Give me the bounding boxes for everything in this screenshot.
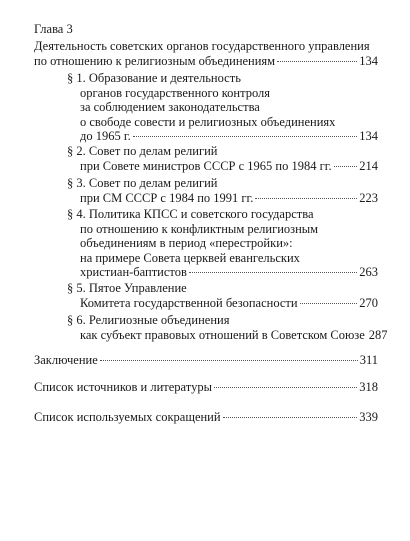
abbreviations-entry [34, 410, 378, 425]
section-title-line: за соблюдением законодательства [80, 100, 260, 115]
page-number: 318 [359, 380, 378, 394]
page-number: 214 [359, 158, 378, 173]
section-title-line: при Совете министров СССР с 1965 по 1984 гг. [80, 158, 332, 173]
section-title-line: § 5. Пятое Управление [67, 281, 187, 295]
section-title-line: при СМ СССР с 1984 по 1991 гг. [80, 190, 254, 205]
entry-title: Список используемых сокращений [34, 410, 221, 424]
dot-leader [214, 386, 357, 388]
section-entry-6 [67, 313, 388, 342]
conclusion-entry [34, 353, 378, 368]
page-number: 339 [359, 410, 378, 424]
dot-leader [255, 197, 357, 199]
page-number: 270 [359, 295, 378, 310]
section-title-line: христиан-баптистов [80, 265, 187, 280]
chapter-title-entry [34, 39, 378, 68]
section-entry-3 [67, 176, 378, 205]
section-title-line: § 4. Политика КПСС и советского государства [67, 207, 314, 221]
section-title-line: § 1. Образование и деятельность [67, 71, 241, 85]
page-number: 223 [359, 190, 378, 205]
section-entry-1 [67, 71, 378, 144]
page-number: 311 [359, 353, 378, 367]
section-title-line: Комитета государственной безопасности [80, 295, 298, 310]
page-number: 134 [359, 53, 378, 68]
chapter-title-line: по отношению к религиозным объединениям [34, 53, 276, 68]
section-entry-2 [67, 144, 378, 173]
page-number: 263 [359, 265, 378, 280]
section-entry-4 [67, 207, 378, 280]
section-title-line: § 6. Религиозные объединения [67, 313, 230, 327]
dot-leader [277, 60, 357, 62]
page-number: 134 [359, 129, 378, 144]
sources-entry [34, 380, 378, 395]
dot-leader [100, 359, 358, 361]
section-title-line: на примере Совета церквей евангельских [80, 250, 300, 265]
dot-leader [133, 135, 358, 137]
entry-title: Список источников и литературы [34, 380, 212, 394]
section-title-line: § 3. Совет по делам религий [67, 176, 218, 190]
section-title-line: § 2. Совет по делам религий [67, 144, 218, 158]
section-title-line: как субъект правовых отношений в Советском Союзе [80, 327, 365, 342]
chapter-title-line: Деятельность советских органов государственного управления [34, 39, 370, 53]
entry-title: Заключение [34, 353, 98, 367]
section-title-line: по отношению к конфликтным религиозным [80, 221, 319, 236]
dot-leader [189, 271, 357, 273]
page-number: 287 [368, 327, 388, 342]
chapter-label: Глава 3 [34, 22, 73, 36]
section-title-line: органов государственного контроля [80, 85, 271, 100]
section-title-line: объединениям в период «перестройки»: [80, 236, 293, 251]
section-title-line: о свободе совести и религиозных объединениях [80, 114, 336, 129]
dot-leader [334, 165, 358, 167]
dot-leader [223, 416, 358, 418]
section-title-line: до 1965 г. [80, 129, 131, 144]
section-entry-5 [67, 281, 378, 310]
dot-leader [300, 302, 358, 304]
